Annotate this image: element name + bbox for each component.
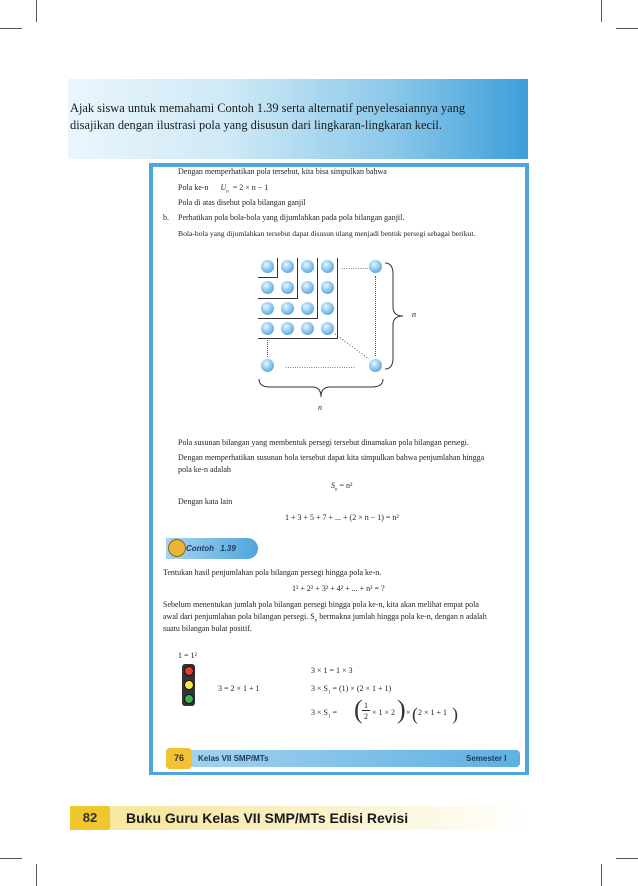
list-marker: b. [163,213,169,222]
formula-sub: 1 [327,714,331,720]
ball [301,281,314,294]
group-line [258,338,338,339]
n-label-bottom: n [318,403,322,412]
figure-dots: ………… [341,263,369,271]
fraction-den: 2 [364,712,368,721]
ball [281,322,294,335]
text-line: suatu bilangan bulat positif. [163,624,252,633]
formula-sub: 1 [327,690,331,696]
formula-sub: n [226,189,229,195]
ball [281,260,294,273]
formula-rhs: = n² [339,481,353,490]
footer-semester: Semester I [466,754,507,763]
group-line [277,258,278,277]
crop-mark [601,0,602,22]
page-number: 82 [70,806,110,830]
ball [369,260,382,273]
student-page-number: 76 [166,748,192,769]
green-light [184,694,194,704]
example-title [186,544,236,553]
example-badge-icon [168,539,186,557]
formula-sn [331,481,352,496]
ball [321,302,334,315]
formula-un [178,183,268,198]
footer-book-title: Kelas VII SMP/MTs [198,754,269,763]
crop-mark [0,28,22,29]
dotted-line [267,340,268,357]
formula-var: U [220,183,227,192]
fraction-num: 1 [364,701,368,710]
group-line [258,318,318,319]
traffic-light-icon [182,664,195,706]
crop-mark [36,0,37,22]
group-line [317,258,318,318]
figure-dots: ………………………… [285,362,355,370]
formula-part: 3 × S [311,684,328,693]
yellow-light [184,680,194,690]
formula-part: 2 × 1 + 1 [418,708,448,717]
step-eq: 1 = 1² [178,651,197,660]
text-line: Perhatikan pola bola-bola yang dijumlahkan pada pola bilangan ganjil. [178,213,405,222]
text-line: Bola-bola yang dijumlahkan tersebut dapat disusun ulang menjadi bentuk persegi sebagai berikut. [178,229,476,238]
crop-mark [36,864,37,886]
formula-part: = [332,708,337,717]
formula-part: × [406,708,411,717]
ball [301,302,314,315]
text-line: Pola di atas disebut pola bilangan ganjil [178,198,306,207]
paren-right: ) [397,695,406,724]
ball [281,302,294,315]
ball [301,322,314,335]
text-part: awal dari penjumlahan pola bilangan persegi. S [163,612,315,621]
brace-right [383,262,405,372]
ball [281,281,294,294]
text-line: Dengan memperhatikan pola tersebut, kita bisa simpulkan bahwa [178,167,387,176]
banner-line: disajikan dengan ilustrasi pola yang disusun dari lingkaran-lingkaran kecil. [70,118,442,132]
brace-bottom [258,377,386,399]
crop-mark [601,864,602,886]
diagonal-dots [333,332,373,362]
ball [261,302,274,315]
book-title: Buku Guru Kelas VII SMP/MTs Edisi Revisi [126,810,409,826]
banner-text [70,100,532,134]
text-line: Dengan memperhatikan susunan bola tersebut dapat kita simpulkan bahwa penjumlahan hingga [178,453,485,462]
crop-mark [0,858,22,859]
ball [301,260,314,273]
formula-var: S [331,481,335,490]
text-line: pola ke-n adalah [178,465,231,474]
ball [261,281,274,294]
text-line: Pola susunan bilangan yang membentuk persegi tersebut dinamakan pola bilangan persegi. [178,438,469,447]
text-line: Sebelum menentukan jumlah pola bilangan persegi hingga pola ke-n, kita akan melihat empat pola [163,600,479,609]
formula-part: × 1 × 2 [372,708,396,717]
formula-sub: n [335,487,338,493]
formula-part: 3 × S [311,708,328,717]
paren-left: ( [412,704,418,724]
red-light [184,666,194,676]
formula-sub: n [314,618,318,624]
group-line [258,277,278,278]
crop-mark [616,28,638,29]
text-line: Tentukan hasil penjumlahan pola bilangan persegi hingga pola ke-n. [163,568,382,577]
formula-label: Pola ke-n [178,183,209,192]
ball [261,260,274,273]
banner-line: Ajak siswa untuk memahami Contoh 1.39 serta alternatif penyelesaiannya yang [70,101,466,115]
text-part: bermakna jumlah hingga pola ke-n, dengan n adalah [317,612,487,621]
ball [261,322,274,335]
group-line [337,258,338,338]
step-eq: 3 = 2 × 1 + 1 [218,684,260,693]
group-line [297,258,298,298]
example-label: Contoh [186,544,214,553]
group-line [258,298,298,299]
example-number: 1.39 [220,544,236,553]
ball [321,281,334,294]
crop-mark [616,858,638,859]
formula-part: = (1) × (2 × 1 + 1) [332,684,392,693]
formula-rhs: = 2 × n − 1 [232,183,269,192]
text-line: Dengan kata lain [178,497,233,506]
formula-sum: 1 + 3 + 5 + 7 + ... + (2 × n − 1) = n² [285,513,399,522]
paren-right: ) [452,704,458,724]
step-eq [311,684,391,699]
ball [261,359,274,372]
dotted-line [375,276,376,356]
n-label-right: n [412,310,416,319]
paren-left: ( [354,695,363,724]
step-eq: 3 × 1 = 1 × 3 [311,666,353,675]
formula-question: 1² + 2² + 3² + 4² + ... + n² = ? [292,584,385,593]
ball [321,260,334,273]
step-eq [311,708,337,723]
